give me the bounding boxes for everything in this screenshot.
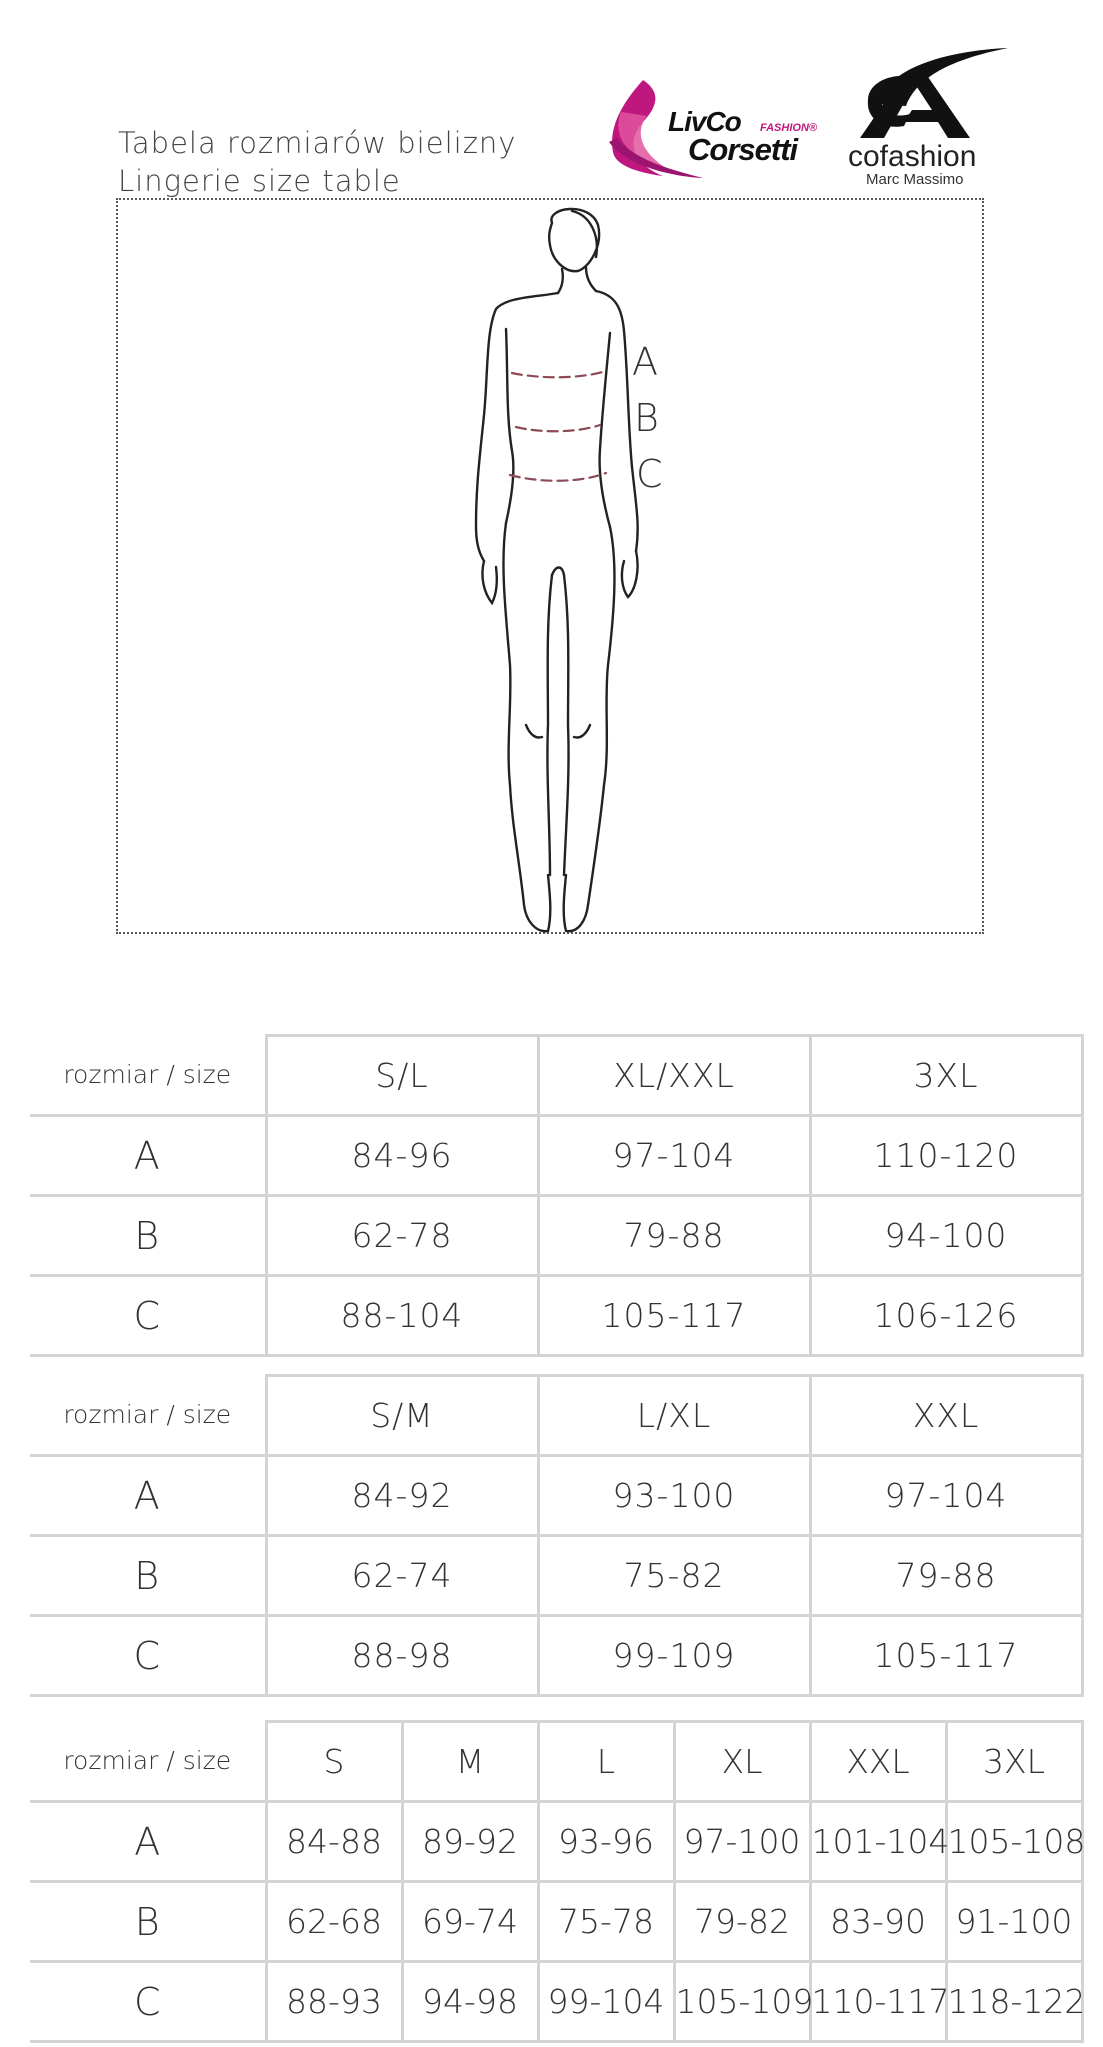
table-cell: 118-122 (946, 1962, 1082, 2042)
table-header-row (30, 1722, 1082, 1802)
cofashion-wordmark: cofashion (848, 140, 977, 173)
table-cell: 101-104 (810, 1802, 946, 1882)
livco-fashion-tag: FASHION® (760, 122, 817, 134)
row-label: A (30, 1116, 266, 1196)
table-cell: 62-68 (266, 1882, 402, 1962)
table-cell: 88-98 (266, 1616, 538, 1696)
row-label: B (30, 1882, 266, 1962)
row-label: B (30, 1196, 266, 1276)
table-corner-label: rozmiar / size (30, 1036, 266, 1116)
table-cell: 99-109 (538, 1616, 810, 1696)
table-cell: 91-100 (946, 1882, 1082, 1962)
size-header: 3XL (810, 1036, 1082, 1116)
table-cell: 105-117 (810, 1616, 1082, 1696)
table-row (30, 1616, 1082, 1696)
table-header-row (30, 1036, 1082, 1116)
livco-wordmark: LivCo (668, 106, 741, 137)
measurement-label-c: C (636, 452, 663, 496)
table-cell: 75-82 (538, 1536, 810, 1616)
title-polish: Tabela rozmiarów bielizny (118, 126, 517, 160)
size-header: XXL (810, 1376, 1082, 1456)
size-header: 3XL (946, 1722, 1082, 1802)
table-cell: 69-74 (402, 1882, 538, 1962)
page-title (118, 124, 516, 200)
table-cell: 110-117 (810, 1962, 946, 2042)
size-header: XL (674, 1722, 810, 1802)
table-row (30, 1536, 1082, 1616)
table-row (30, 1882, 1082, 1962)
table-cell: 84-88 (266, 1802, 402, 1882)
size-header: S/L (266, 1036, 538, 1116)
table-cell: 105-109 (674, 1962, 810, 2042)
table-cell: 97-100 (674, 1802, 810, 1882)
title-english: Lingerie size table (118, 164, 401, 198)
measurement-label-a: A (632, 340, 658, 384)
size-header: XL/XXL (538, 1036, 810, 1116)
table-cell: 84-96 (266, 1116, 538, 1196)
row-label: A (30, 1802, 266, 1882)
size-header: S/M (266, 1376, 538, 1456)
table-cell: 110-120 (810, 1116, 1082, 1196)
table-cell: 97-104 (538, 1116, 810, 1196)
table-cell: 105-117 (538, 1276, 810, 1356)
table-cell: 84-92 (266, 1456, 538, 1536)
cofashion-subtitle: Marc Massimo (866, 171, 964, 188)
table-header-row (30, 1376, 1082, 1456)
table-corner-label: rozmiar / size (30, 1376, 266, 1456)
row-label: A (30, 1456, 266, 1536)
table-cell: 89-92 (402, 1802, 538, 1882)
table-cell: 105-108 (946, 1802, 1082, 1882)
size-header: L/XL (538, 1376, 810, 1456)
table-cell: 99-104 (538, 1962, 674, 2042)
table-cell: 79-82 (674, 1882, 810, 1962)
table-cell: 83-90 (810, 1882, 946, 1962)
table-cell: 75-78 (538, 1882, 674, 1962)
table-cell: 62-78 (266, 1196, 538, 1276)
size-header: M (402, 1722, 538, 1802)
table-cell: 94-100 (810, 1196, 1082, 1276)
size-header: S (266, 1722, 402, 1802)
row-label: B (30, 1536, 266, 1616)
table-cell: 79-88 (810, 1536, 1082, 1616)
table-cell: 93-100 (538, 1456, 810, 1536)
corsetti-wordmark: Corsetti (688, 132, 798, 167)
size-header: L (538, 1722, 674, 1802)
table-row (30, 1802, 1082, 1882)
table-cell: 88-93 (266, 1962, 402, 2042)
table-row (30, 1276, 1082, 1356)
size-table-3 (30, 1720, 1084, 2043)
size-header: XXL (810, 1722, 946, 1802)
table-cell: 93-96 (538, 1802, 674, 1882)
table-cell: 79-88 (538, 1196, 810, 1276)
table-cell: 94-98 (402, 1962, 538, 2042)
table-row (30, 1196, 1082, 1276)
table-row (30, 1456, 1082, 1536)
measurement-label-b: B (634, 396, 659, 440)
row-label: C (30, 1962, 266, 2042)
table-cell: 106-126 (810, 1276, 1082, 1356)
table-cell: 88-104 (266, 1276, 538, 1356)
row-label: C (30, 1276, 266, 1356)
size-table-2 (30, 1374, 1084, 1697)
size-table-1 (30, 1034, 1084, 1357)
table-row (30, 1116, 1082, 1196)
table-corner-label: rozmiar / size (30, 1722, 266, 1802)
table-cell: 62-74 (266, 1536, 538, 1616)
row-label: C (30, 1616, 266, 1696)
table-cell: 97-104 (810, 1456, 1082, 1536)
table-row (30, 1962, 1082, 2042)
body-silhouette-illustration (440, 205, 700, 940)
